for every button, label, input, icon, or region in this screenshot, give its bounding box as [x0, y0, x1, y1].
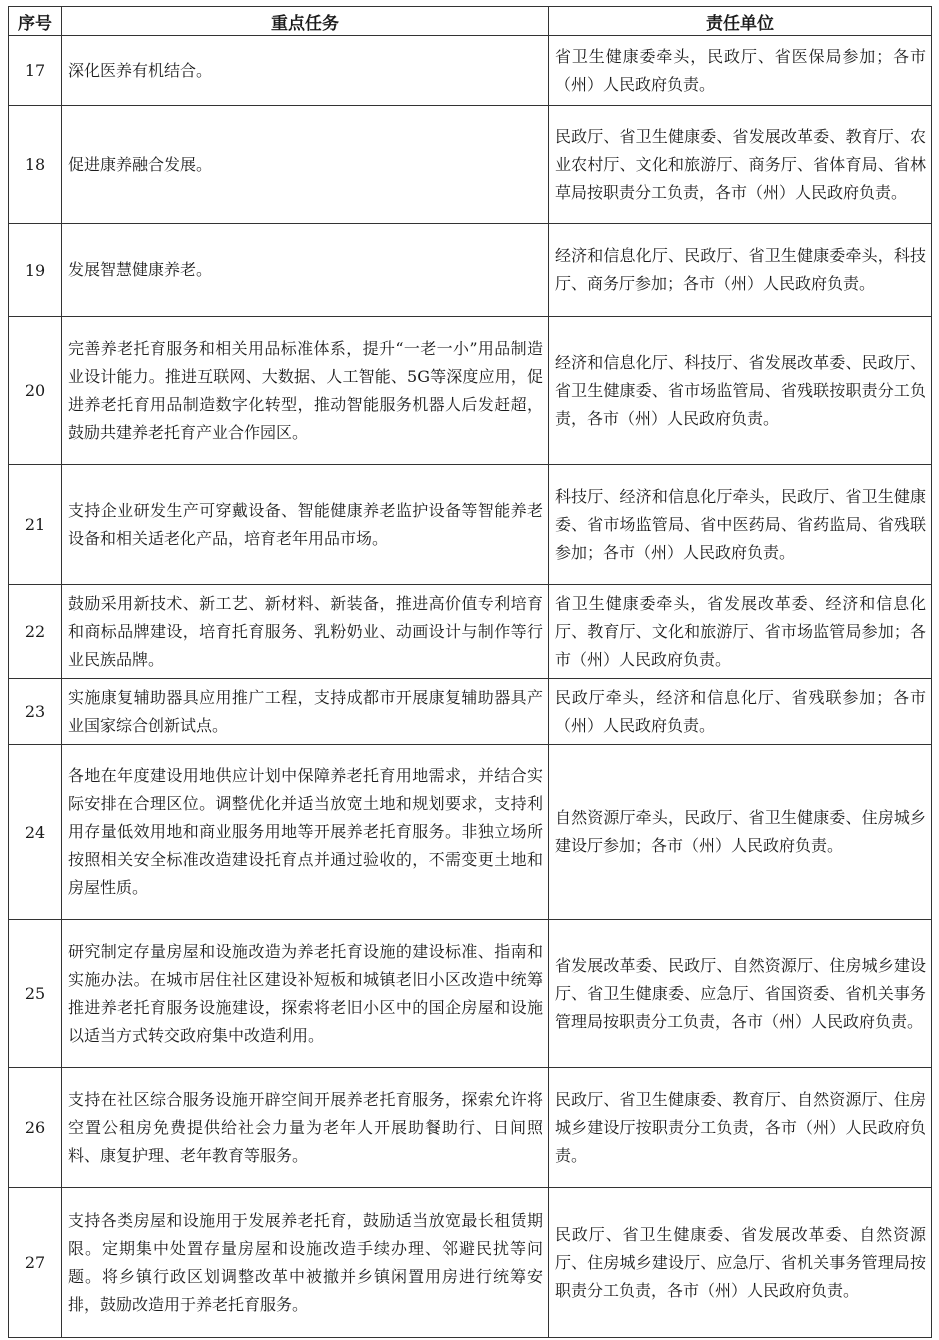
table-row	[9, 465, 932, 585]
row-task: 完善养老托育服务和相关用品标准体系，提升“一老一小”用品制造业设计能力。推进互联网、大数据、人工智能、5G等深度应用，促进养老托育用品制造数字化转型，推动智能服务机器人后发赶超，鼓励共建养老托育产业合作园区。	[62, 317, 549, 465]
row-unit: 自然资源厅牵头，民政厅、省卫生健康委、住房城乡建设厅参加；各市（州）人民政府负责。	[549, 745, 932, 920]
row-task: 鼓励采用新技术、新工艺、新材料、新装备，推进高价值专利培育和商标品牌建设，培育托育服务、乳粉奶业、动画设计与制作等行业民族品牌。	[62, 585, 549, 679]
row-unit: 科技厅、经济和信息化厅牵头，民政厅、省卫生健康委、省市场监管局、省中医药局、省药监局、省残联参加；各市（州）人民政府负责。	[549, 465, 932, 585]
table-row	[9, 585, 932, 679]
row-num: 25	[9, 920, 62, 1068]
row-unit: 经济和信息化厅、民政厅、省卫生健康委牵头，科技厅、商务厅参加；各市（州）人民政府负责。	[549, 224, 932, 317]
row-num: 23	[9, 679, 62, 745]
table-row	[9, 224, 932, 317]
table-row	[9, 920, 932, 1068]
row-num: 18	[9, 106, 62, 224]
table-row	[9, 106, 932, 224]
table-row	[9, 1068, 932, 1188]
task-table	[8, 6, 932, 1338]
table-header-row	[9, 7, 932, 36]
table-row	[9, 745, 932, 920]
row-unit: 省卫生健康委牵头，民政厅、省医保局参加；各市（州）人民政府负责。	[549, 36, 932, 106]
row-num: 27	[9, 1188, 62, 1338]
table-row	[9, 36, 932, 106]
header-unit: 责任单位	[549, 7, 932, 36]
row-unit: 民政厅、省卫生健康委、省发展改革委、教育厅、农业农村厅、文化和旅游厅、商务厅、省体育局、省林草局按职责分工负责，各市（州）人民政府负责。	[549, 106, 932, 224]
table-row	[9, 1188, 932, 1338]
row-task: 研究制定存量房屋和设施改造为养老托育设施的建设标准、指南和实施办法。在城市居住社区建设补短板和城镇老旧小区改造中统筹推进养老托育服务设施建设，探索将老旧小区中的国企房屋和设施以适当方式转交政府集中改造利用。	[62, 920, 549, 1068]
table-row	[9, 679, 932, 745]
row-num: 20	[9, 317, 62, 465]
row-unit: 民政厅牵头，经济和信息化厅、省残联参加；各市（州）人民政府负责。	[549, 679, 932, 745]
row-num: 17	[9, 36, 62, 106]
row-unit: 民政厅、省卫生健康委、教育厅、自然资源厅、住房城乡建设厅按职责分工负责，各市（州）人民政府负责。	[549, 1068, 932, 1188]
row-num: 26	[9, 1068, 62, 1188]
row-task: 促进康养融合发展。	[62, 106, 549, 224]
header-num: 序号	[9, 7, 62, 36]
row-num: 21	[9, 465, 62, 585]
header-task: 重点任务	[62, 7, 549, 36]
row-task: 支持在社区综合服务设施开辟空间开展养老托育服务，探索允许将空置公租房免费提供给社会力量为老年人开展助餐助行、日间照料、康复护理、老年教育等服务。	[62, 1068, 549, 1188]
row-num: 24	[9, 745, 62, 920]
row-unit: 民政厅、省卫生健康委、省发展改革委、自然资源厅、住房城乡建设厅、应急厅、省机关事务管理局按职责分工负责，各市（州）人民政府负责。	[549, 1188, 932, 1338]
row-task: 实施康复辅助器具应用推广工程，支持成都市开展康复辅助器具产业国家综合创新试点。	[62, 679, 549, 745]
row-num: 22	[9, 585, 62, 679]
row-task: 深化医养有机结合。	[62, 36, 549, 106]
row-unit: 经济和信息化厅、科技厅、省发展改革委、民政厅、省卫生健康委、省市场监管局、省残联按职责分工负责，各市（州）人民政府负责。	[549, 317, 932, 465]
row-unit: 省卫生健康委牵头，省发展改革委、经济和信息化厅、教育厅、文化和旅游厅、省市场监管局参加；各市（州）人民政府负责。	[549, 585, 932, 679]
row-task: 发展智慧健康养老。	[62, 224, 549, 317]
row-task: 各地在年度建设用地供应计划中保障养老托育用地需求，并结合实际安排在合理区位。调整优化并适当放宽土地和规划要求，支持利用存量低效用地和商业服务用地等开展养老托育服务。非独立场所按照相关安全标准改造建设托育点并通过验收的，不需变更土地和房屋性质。	[62, 745, 549, 920]
row-task: 支持企业研发生产可穿戴设备、智能健康养老监护设备等智能养老设备和相关适老化产品，培育老年用品市场。	[62, 465, 549, 585]
row-num: 19	[9, 224, 62, 317]
row-task: 支持各类房屋和设施用于发展养老托育，鼓励适当放宽最长租赁期限。定期集中处置存量房屋和设施改造手续办理、邻避民扰等问题。将乡镇行政区划调整改革中被撤并乡镇闲置用房进行统筹安排，鼓励改造用于养老托育服务。	[62, 1188, 549, 1338]
table-row	[9, 317, 932, 465]
row-unit: 省发展改革委、民政厅、自然资源厅、住房城乡建设厅、省卫生健康委、应急厅、省国资委、省机关事务管理局按职责分工负责，各市（州）人民政府负责。	[549, 920, 932, 1068]
